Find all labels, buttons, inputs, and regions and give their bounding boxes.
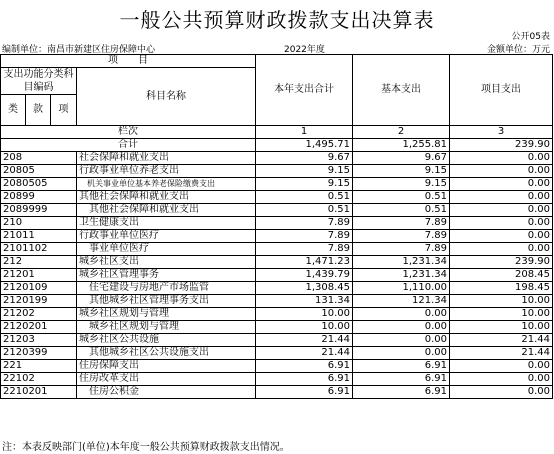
row-subject-name: 其他社会保障和就业支出 [77, 191, 256, 204]
row-total: 0.51 [256, 204, 353, 217]
table-row [1, 347, 553, 360]
row-subject-name: 住房改革支出 [77, 373, 256, 386]
table-row [1, 282, 553, 295]
row-basic: 1,110.00 [353, 282, 450, 295]
total-basic: 1,255.81 [353, 139, 450, 152]
col2-label: 2 [353, 126, 450, 139]
row-code: 2101102 [1, 243, 77, 256]
row-code: 208 [1, 152, 77, 165]
header-code-group: 支出功能分类科目编码 [1, 68, 77, 95]
report-title: 一般公共预算财政拨款支出决算表 [119, 8, 435, 32]
row-total: 1,308.45 [256, 282, 353, 295]
row-project: 198.45 [450, 282, 553, 295]
lanci-label: 栏次 [1, 126, 256, 139]
table-row [1, 334, 553, 347]
expenditure-table [0, 54, 553, 399]
total-project: 239.90 [450, 139, 553, 152]
row-basic: 7.89 [353, 230, 450, 243]
row-total: 1,471.23 [256, 256, 353, 269]
row-project: 0.00 [450, 230, 553, 243]
table-row [1, 321, 553, 334]
row-code: 21201 [1, 269, 77, 282]
row-subject-name: 事业单位医疗 [77, 243, 256, 256]
table-row [1, 152, 553, 165]
row-subject-name: 卫生健康支出 [77, 217, 256, 230]
row-total: 9.67 [256, 152, 353, 165]
row-basic: 9.15 [353, 178, 450, 191]
header-basic: 基本支出 [353, 55, 450, 126]
row-project: 21.44 [450, 347, 553, 360]
heji-label: 合计 [1, 139, 256, 152]
table-row [1, 191, 553, 204]
form-number: 公开05表 [511, 32, 550, 42]
row-subject-name: 机关事业单位基本养老保险缴费支出 [77, 178, 256, 191]
row-code: 2120199 [1, 295, 77, 308]
row-basic: 9.67 [353, 152, 450, 165]
row-project: 0.00 [450, 204, 553, 217]
row-subject-name: 城乡社区规划与管理 [77, 321, 256, 334]
row-code: 210 [1, 217, 77, 230]
row-basic: 121.34 [353, 295, 450, 308]
table-row [1, 373, 553, 386]
report-year: 2022年度 [284, 45, 325, 55]
table-row [1, 165, 553, 178]
row-total: 6.91 [256, 360, 353, 373]
table-note: 注：本表反映部门(单位)本年度一般公共预算财政拨款支出情况。 [2, 442, 290, 453]
row-project: 239.90 [450, 256, 553, 269]
row-code: 21203 [1, 334, 77, 347]
row-subject-name: 其他社会保障和就业支出 [77, 204, 256, 217]
row-code: 2120399 [1, 347, 77, 360]
row-subject-name: 城乡社区管理事务 [77, 269, 256, 282]
row-total: 131.34 [256, 295, 353, 308]
table-row [1, 178, 553, 191]
row-code: 2080505 [1, 178, 77, 191]
row-subject-name: 住宅建设与房地产市场监管 [77, 282, 256, 295]
row-code: 21011 [1, 230, 77, 243]
header-total: 本年支出合计 [256, 55, 353, 126]
row-subject-name: 城乡社区规划与管理 [77, 308, 256, 321]
row-project: 0.00 [450, 217, 553, 230]
table-row [1, 386, 553, 399]
row-basic: 0.00 [353, 321, 450, 334]
unit-label: 编制单位：南昌市新建区住房保障中心 [2, 45, 156, 55]
row-total: 9.15 [256, 178, 353, 191]
row-subject-name: 行政事业单位养老支出 [77, 165, 256, 178]
row-code: 20805 [1, 165, 77, 178]
row-project: 10.00 [450, 295, 553, 308]
col1-label: 1 [256, 126, 353, 139]
row-project: 0.00 [450, 152, 553, 165]
table-row [1, 217, 553, 230]
row-total: 7.89 [256, 217, 353, 230]
row-project: 208.45 [450, 269, 553, 282]
row-total: 10.00 [256, 321, 353, 334]
row-code: 212 [1, 256, 77, 269]
header-kuan: 款 [26, 95, 51, 126]
row-total: 1,439.79 [256, 269, 353, 282]
row-project: 21.44 [450, 334, 553, 347]
row-basic: 0.00 [353, 334, 450, 347]
row-basic: 0.00 [353, 347, 450, 360]
row-project: 10.00 [450, 321, 553, 334]
row-basic: 0.51 [353, 191, 450, 204]
row-subject-name: 其他城乡社区管理事务支出 [77, 295, 256, 308]
row-basic: 1,231.34 [353, 269, 450, 282]
row-total: 7.89 [256, 243, 353, 256]
row-total: 10.00 [256, 308, 353, 321]
row-total: 7.89 [256, 230, 353, 243]
row-total: 0.51 [256, 191, 353, 204]
row-code: 21202 [1, 308, 77, 321]
header-lei: 类 [1, 95, 26, 126]
header-row-1 [1, 55, 553, 68]
row-total: 6.91 [256, 373, 353, 386]
row-project: 0.00 [450, 178, 553, 191]
total-total: 1,495.71 [256, 139, 353, 152]
row-project: 0.00 [450, 165, 553, 178]
row-code: 2089999 [1, 204, 77, 217]
table-row [1, 360, 553, 373]
row-total: 21.44 [256, 347, 353, 360]
row-project: 0.00 [450, 243, 553, 256]
row-basic: 7.89 [353, 217, 450, 230]
row-basic: 0.00 [353, 308, 450, 321]
row-project: 0.00 [450, 386, 553, 399]
row-basic: 6.91 [353, 360, 450, 373]
table-row [1, 230, 553, 243]
row-basic: 0.51 [353, 204, 450, 217]
row-subject-name: 行政事业单位医疗 [77, 230, 256, 243]
row-total: 9.15 [256, 165, 353, 178]
row-total: 6.91 [256, 386, 353, 399]
row-subject-name: 其他城乡社区公共设施支出 [77, 347, 256, 360]
row-subject-name: 社会保障和就业支出 [77, 152, 256, 165]
row-project: 0.00 [450, 360, 553, 373]
row-basic: 7.89 [353, 243, 450, 256]
header-subject-name: 科目名称 [77, 68, 256, 126]
row-code: 20899 [1, 191, 77, 204]
row-subject-name: 城乡社区支出 [77, 256, 256, 269]
row-code: 22102 [1, 373, 77, 386]
row-total: 21.44 [256, 334, 353, 347]
meta-row [0, 42, 554, 54]
row-basic: 6.91 [353, 373, 450, 386]
header-xiangmu: 项 目 [1, 55, 256, 68]
row-subject-name: 城乡社区公共设施 [77, 334, 256, 347]
row-subject-name: 住房公积金 [77, 386, 256, 399]
table-row [1, 204, 553, 217]
table-row [1, 269, 553, 282]
row-basic: 9.15 [353, 165, 450, 178]
table-row [1, 243, 553, 256]
table-row [1, 295, 553, 308]
header-project: 项目支出 [450, 55, 553, 126]
header-xiang: 项 [51, 95, 77, 126]
row-code: 221 [1, 360, 77, 373]
row-subject-name: 住房保障支出 [77, 360, 256, 373]
row-basic: 1,231.34 [353, 256, 450, 269]
table-row [1, 308, 553, 321]
row-code: 2120201 [1, 321, 77, 334]
row-code: 2120109 [1, 282, 77, 295]
table-row [1, 256, 553, 269]
row-project: 0.00 [450, 373, 553, 386]
row-project: 10.00 [450, 308, 553, 321]
lanci-row [1, 126, 553, 139]
col3-label: 3 [450, 126, 553, 139]
row-code: 2210201 [1, 386, 77, 399]
total-row [1, 139, 553, 152]
amount-unit: 金额单位：万元 [486, 45, 550, 55]
row-basic: 6.91 [353, 386, 450, 399]
row-project: 0.00 [450, 191, 553, 204]
